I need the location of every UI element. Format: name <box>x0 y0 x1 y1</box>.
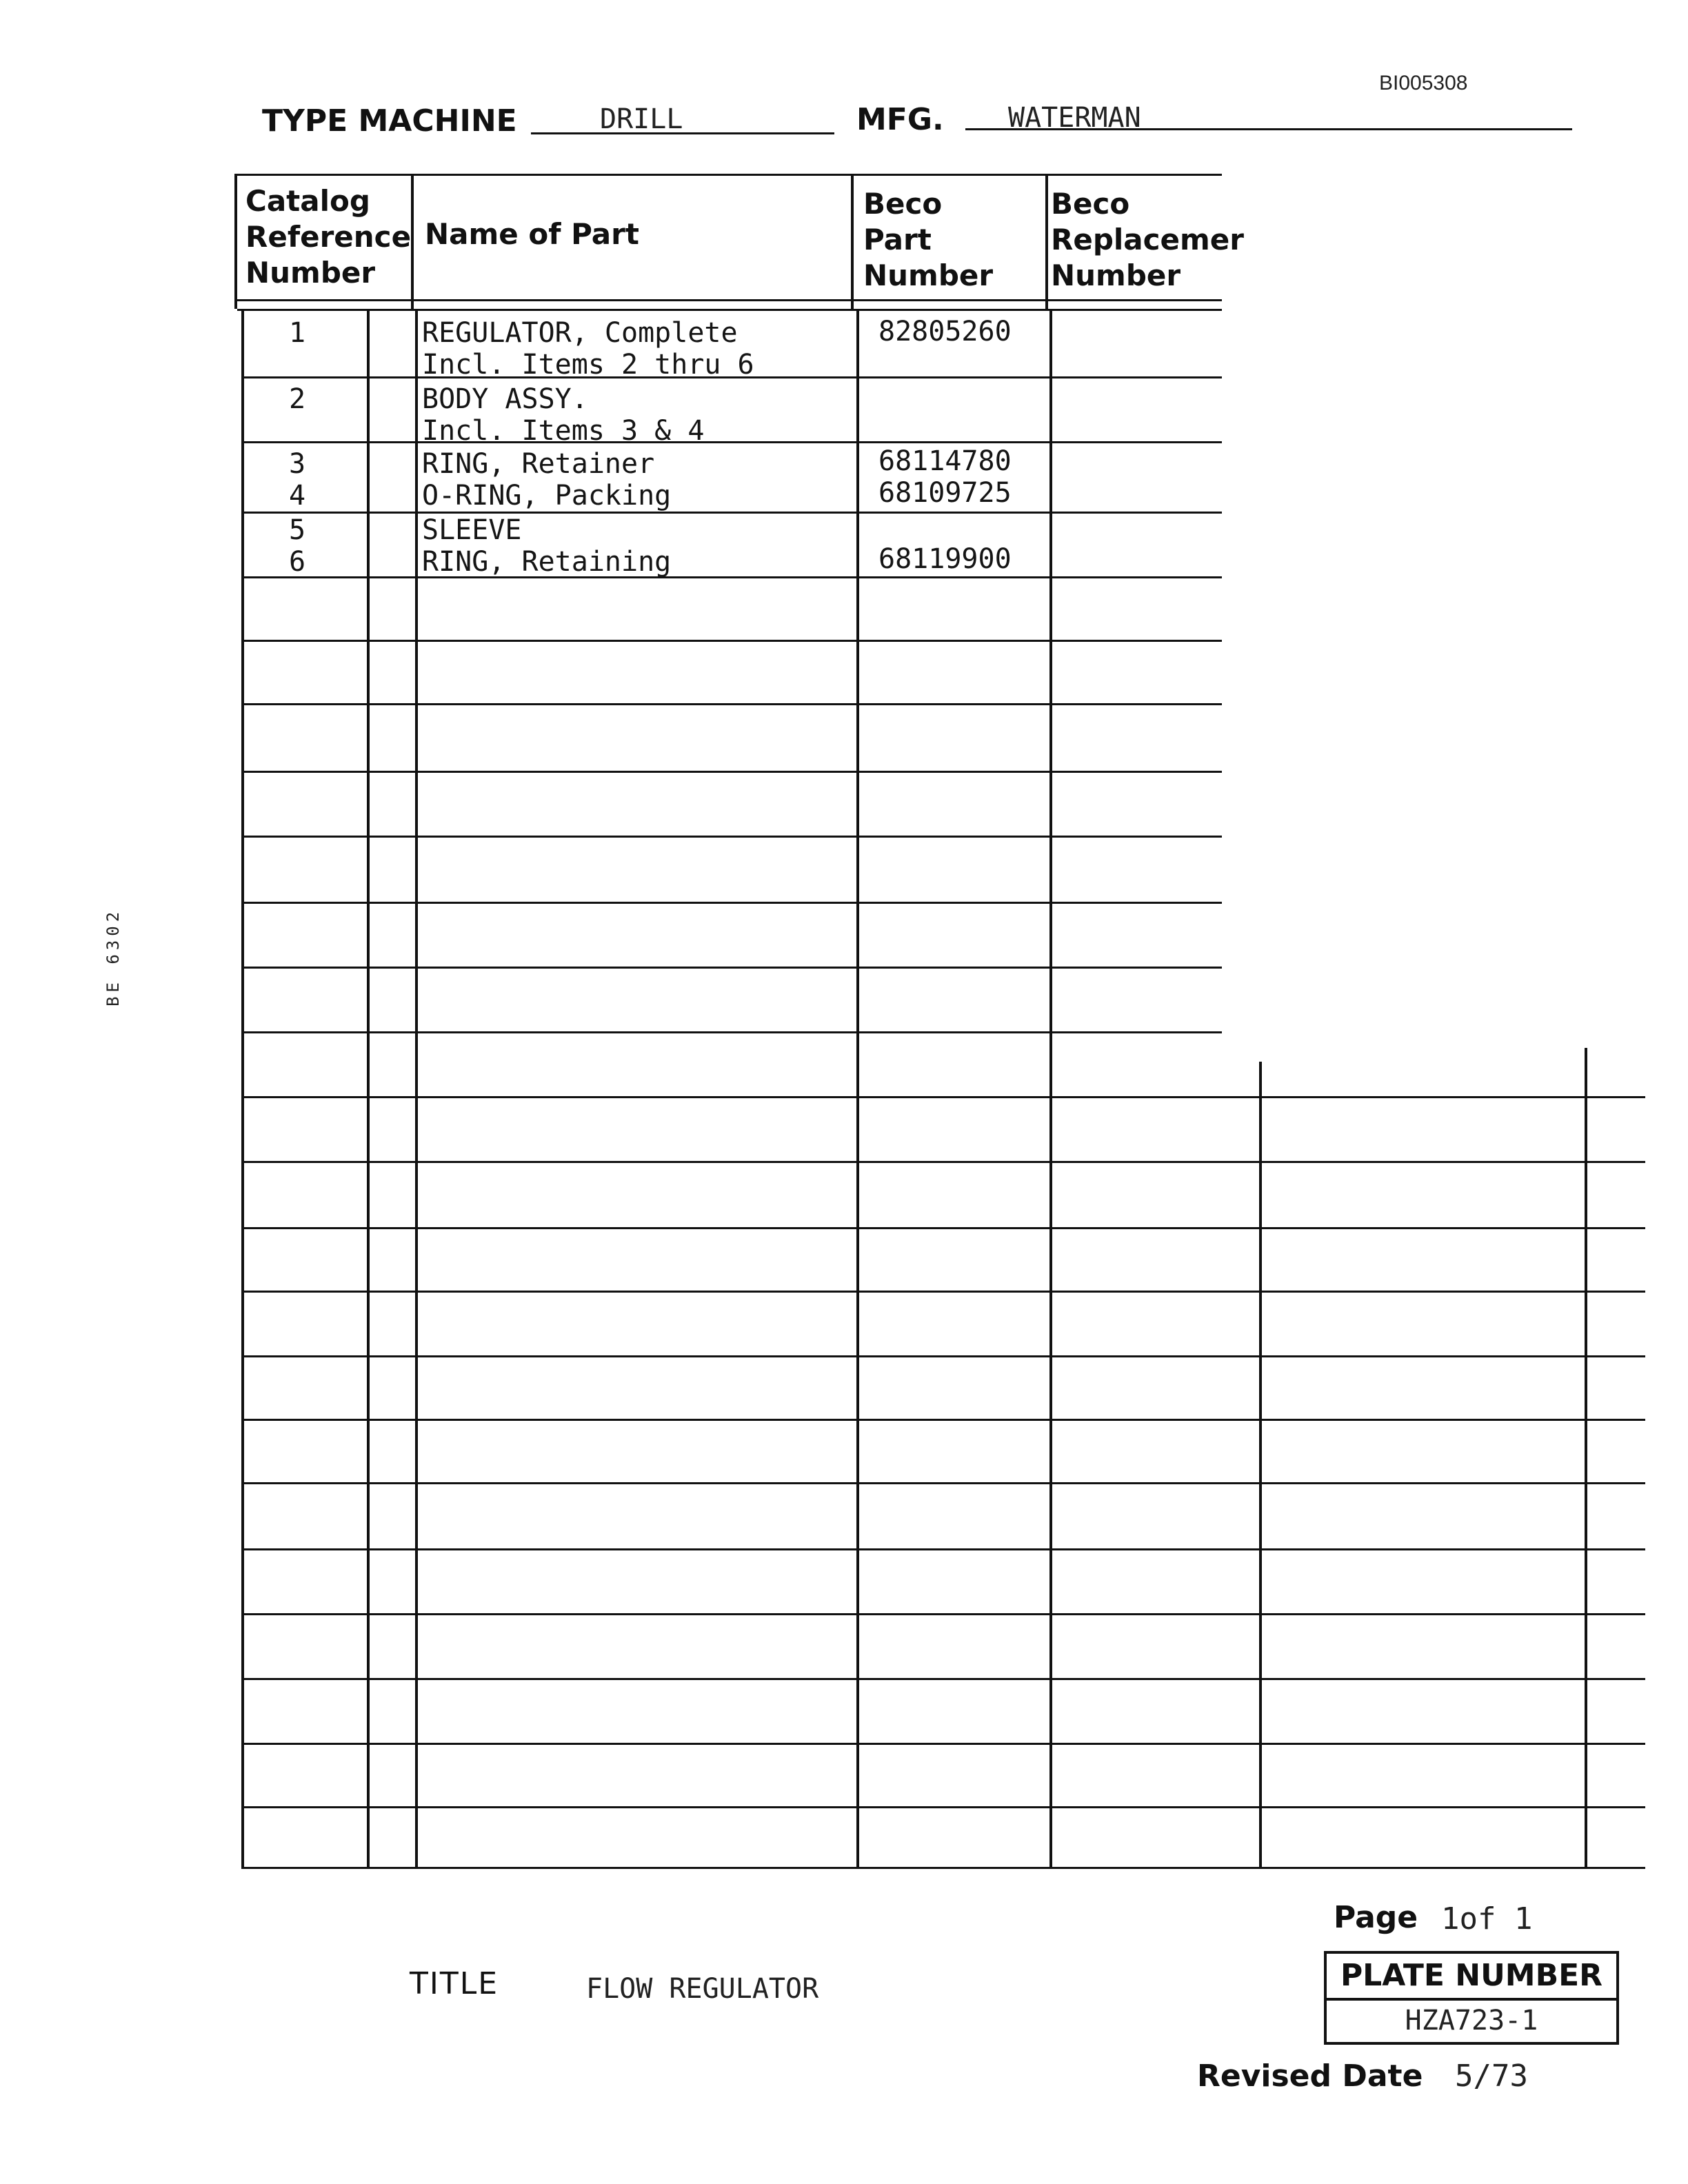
table-bottom-border <box>241 1867 1645 1869</box>
title-value: FLOW REGULATOR <box>586 1973 819 2005</box>
row-line <box>241 576 1222 578</box>
title-label: TITLE <box>410 1966 499 2001</box>
row-line <box>241 441 1222 443</box>
header-bottom-border-2 <box>237 309 1222 311</box>
type-machine-label: TYPE MACHINE <box>262 103 517 139</box>
row-line <box>241 640 1222 642</box>
row-line <box>241 1548 1645 1550</box>
header-col-divider-2 <box>851 174 854 309</box>
row-line <box>241 1613 1645 1615</box>
header-left-border <box>234 174 237 309</box>
row-line <box>241 1678 1645 1680</box>
col-divider-name <box>415 309 418 1868</box>
row-line <box>241 512 1222 514</box>
row-line <box>241 1806 1645 1808</box>
plate-number-box <box>1324 1951 1619 2045</box>
revised-date-value: 5/73 <box>1455 2059 1528 2094</box>
plate-number-label: PLATE NUMBER <box>1327 1954 1616 2001</box>
table-cell-ref: 2 <box>288 383 306 415</box>
table-cell-ref: 3 4 <box>288 448 306 512</box>
row-line <box>241 1419 1645 1421</box>
col-divider-extra-1 <box>1259 1062 1262 1868</box>
row-line <box>241 1031 1222 1033</box>
row-line <box>241 771 1222 773</box>
table-top-border <box>234 174 1222 176</box>
table-cell-name: RING, Retainer O-RING, Packing <box>422 448 672 512</box>
col-divider-part <box>856 309 859 1868</box>
row-line <box>241 1291 1645 1293</box>
table-cell-part-number: 68114780 68109725 <box>878 445 1012 509</box>
row-line <box>241 1161 1645 1163</box>
revised-date-label: Revised Date <box>1197 2059 1423 2094</box>
side-form-code: BE 6302 <box>103 907 123 1007</box>
table-cell-name: BODY ASSY. Incl. Items 3 & 4 <box>422 383 705 447</box>
column-header-name-of-part: Name of Part <box>425 217 639 251</box>
document-id: BI005308 <box>1379 72 1468 94</box>
column-header-beco-replacement-number: Beco Replacemer Number <box>1051 187 1244 292</box>
column-header-catalog-ref: Catalog Reference Number <box>245 184 412 290</box>
table-cell-ref: 5 6 <box>288 514 306 578</box>
row-line <box>241 1096 1645 1098</box>
table-cell-part-number: 82805260 <box>878 316 1012 347</box>
row-line <box>241 1227 1645 1229</box>
table-cell-name: SLEEVE RING, Retaining <box>422 514 672 578</box>
header-col-divider-3 <box>1045 174 1048 309</box>
page-value: 1of 1 <box>1441 1901 1533 1937</box>
header-bottom-border <box>234 299 1222 301</box>
row-line <box>241 836 1222 838</box>
type-machine-value: DRILL <box>600 103 683 135</box>
column-header-beco-part-number: Beco Part Number <box>863 187 994 292</box>
row-line <box>241 703 1222 705</box>
col-divider-replacement <box>1049 309 1052 1868</box>
col-divider-ref-inner <box>367 309 370 1868</box>
mfg-value: WATERMAN <box>1008 102 1141 134</box>
row-line <box>241 1482 1645 1484</box>
table-left-border <box>241 309 244 1868</box>
table-cell-part-number: 68119900 <box>878 543 1012 575</box>
table-cell-name: REGULATOR, Complete Incl. Items 2 thru 6 <box>422 317 754 381</box>
row-line <box>241 967 1222 969</box>
row-line <box>241 1743 1645 1745</box>
header-col-divider-1 <box>411 174 414 309</box>
col-divider-extra-2 <box>1585 1048 1587 1868</box>
plate-number-value: HZA723-1 <box>1405 2005 1538 2036</box>
table-cell-ref: 1 <box>288 317 306 349</box>
page-label: Page <box>1334 1900 1418 1935</box>
mfg-label: MFG. <box>856 102 944 137</box>
row-line <box>241 902 1222 904</box>
row-line <box>241 1355 1645 1357</box>
